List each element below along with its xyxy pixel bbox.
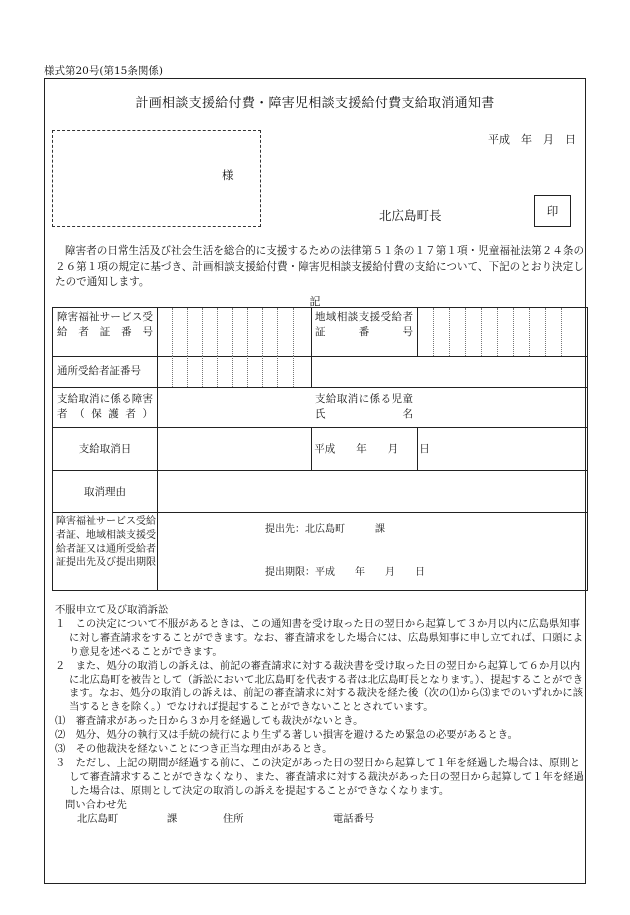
- appeal-sub-1: ⑴ 審査請求があった日から３か月を経過しても裁決がないとき。: [55, 715, 364, 728]
- digit-box: [247, 308, 248, 356]
- digit-box: [217, 308, 218, 356]
- digit-box: [293, 308, 294, 356]
- digit-box: [449, 308, 450, 356]
- digit-box: [262, 308, 263, 356]
- digit-box: [529, 308, 530, 356]
- document-title: 計画相談支援給付費・障害児相談支援給付費支給取消通知書: [135, 96, 495, 111]
- digit-box: [433, 308, 434, 356]
- appeal-item-3: ３ ただし、上記の期間が経過する前に、この決定があった日の翌日から起算して１年を経過した場合は、原則として審査請求することができなくなり、また、審査請求に対する裁決があった日の翌日から起算して１年を経過した場合は、原則として決定の取消しの訴えを提起することができなくなります。: [55, 756, 584, 797]
- digit-box: [232, 308, 233, 356]
- contact-town: 北広島町: [77, 812, 119, 825]
- contact-dept: 課: [167, 812, 178, 825]
- appeal-sub-3: ⑶ その他裁決を経ないことにつき正当な理由があるとき。: [55, 743, 333, 756]
- digit-box: [545, 308, 546, 356]
- digit-box: [232, 356, 233, 387]
- submission-destination: 提出先：北広島町 課: [265, 524, 385, 535]
- appeal-item-2: ２ また、処分の取消しの訴えは、前記の審査請求に対する裁決書を受け取った日の翌日から起算して６か月以内に北広島町を被告として（訴訟において北広島町を代表する者は北広島町長となります。）、提起することができます。なお、処分の取消しの訴えは、前記の審査請求に対する裁決を経た後（次の⑴から⑶までのいずれかに該当するときを除く。）でなければ提起することができないこととされています。: [55, 659, 584, 714]
- form-number: 様式第20号(第15条関係): [44, 65, 163, 77]
- digit-box: [497, 308, 498, 356]
- col-divider: [311, 356, 312, 387]
- digit-box: [293, 356, 294, 387]
- digit-box: [465, 308, 466, 356]
- info-table: [52, 307, 588, 591]
- label-cancel-child: 支給取消に係る児童氏名: [315, 393, 413, 420]
- contact-address: 住所: [223, 812, 244, 825]
- digit-box: [277, 308, 278, 356]
- digit-box: [187, 356, 188, 387]
- digit-box: [202, 308, 203, 356]
- digit-box: [187, 308, 188, 356]
- appeal-sub-2: ⑵ 処分、処分の執行又は手続の続行により生ずる著しい損害を避けるため緊急の必要があるとき。: [55, 729, 518, 742]
- row-divider: [53, 356, 587, 357]
- issue-date: 平成 年 月 日: [488, 133, 576, 146]
- contact-phone: 電話番号: [333, 812, 375, 825]
- label-welfare-cert-no: 障害福祉サービス受給者証番号: [57, 311, 153, 338]
- digit-box: [202, 356, 203, 387]
- label-cert-submission: 障害福祉サービス受給者証、地域相談支援受給者証又は通所受給者証提出先及び提出期限: [56, 516, 156, 569]
- appeal-section: [55, 604, 587, 827]
- label-daycare-cert-no: 通所受給者証番号: [57, 365, 141, 377]
- col-divider: [417, 308, 418, 356]
- row-divider: [53, 387, 587, 388]
- submission-deadline: 提出期限：平成 年 月 日: [265, 567, 425, 578]
- row-divider: [53, 512, 587, 513]
- addressee-suffix: 様: [222, 168, 234, 182]
- digit-box: [561, 308, 562, 356]
- digit-box: [247, 356, 248, 387]
- seal-box: [534, 195, 571, 227]
- seal-label: 印: [546, 204, 559, 218]
- contact-line: [55, 813, 587, 827]
- digit-box: [172, 308, 173, 356]
- label-cancel-date: 支給取消日: [78, 443, 132, 455]
- intro-text: 障害者の日常生活及び社会生活を総合的に支援するための法律第５１条の１７第１項・児童福祉法第２４条の２６第１項の規定に基づき、計画相談支援給付費・障害児相談支援給付費の支給について、下記のとおり決定したので通知します。: [55, 245, 585, 288]
- ki-label: 記: [309, 295, 321, 308]
- digit-box: [172, 356, 173, 387]
- cancel-date-value: 平成 年 月 日: [314, 443, 430, 455]
- contact-heading: 問い合わせ先: [65, 798, 127, 811]
- appeal-heading: 不服申立て及び取消訴訟: [55, 604, 169, 616]
- row-divider: [53, 470, 587, 471]
- appeal-item-1: １ この決定について不服があるときは、この通知書を受け取った日の翌日から起算して３か月以内に広島県知事に対し審査請求をすることができます。なお、審査請求をした場合には、広島県知事に申し立てれば、口頭により意見を述べることができます。: [55, 617, 584, 658]
- digit-box: [513, 308, 514, 356]
- label-community-cert-no: 地域相談支援受給者証番号: [315, 311, 413, 338]
- digit-box: [262, 356, 263, 387]
- label-cancel-person: 支給取消に係る障害者（保護者）: [57, 393, 153, 420]
- digit-box: [481, 308, 482, 356]
- label-cancel-reason: 取消理由: [84, 486, 126, 498]
- row-divider: [53, 427, 587, 428]
- issuer-name: 北広島町長: [379, 208, 442, 223]
- digit-box: [277, 356, 278, 387]
- digit-box: [217, 356, 218, 387]
- col-divider: [311, 308, 312, 356]
